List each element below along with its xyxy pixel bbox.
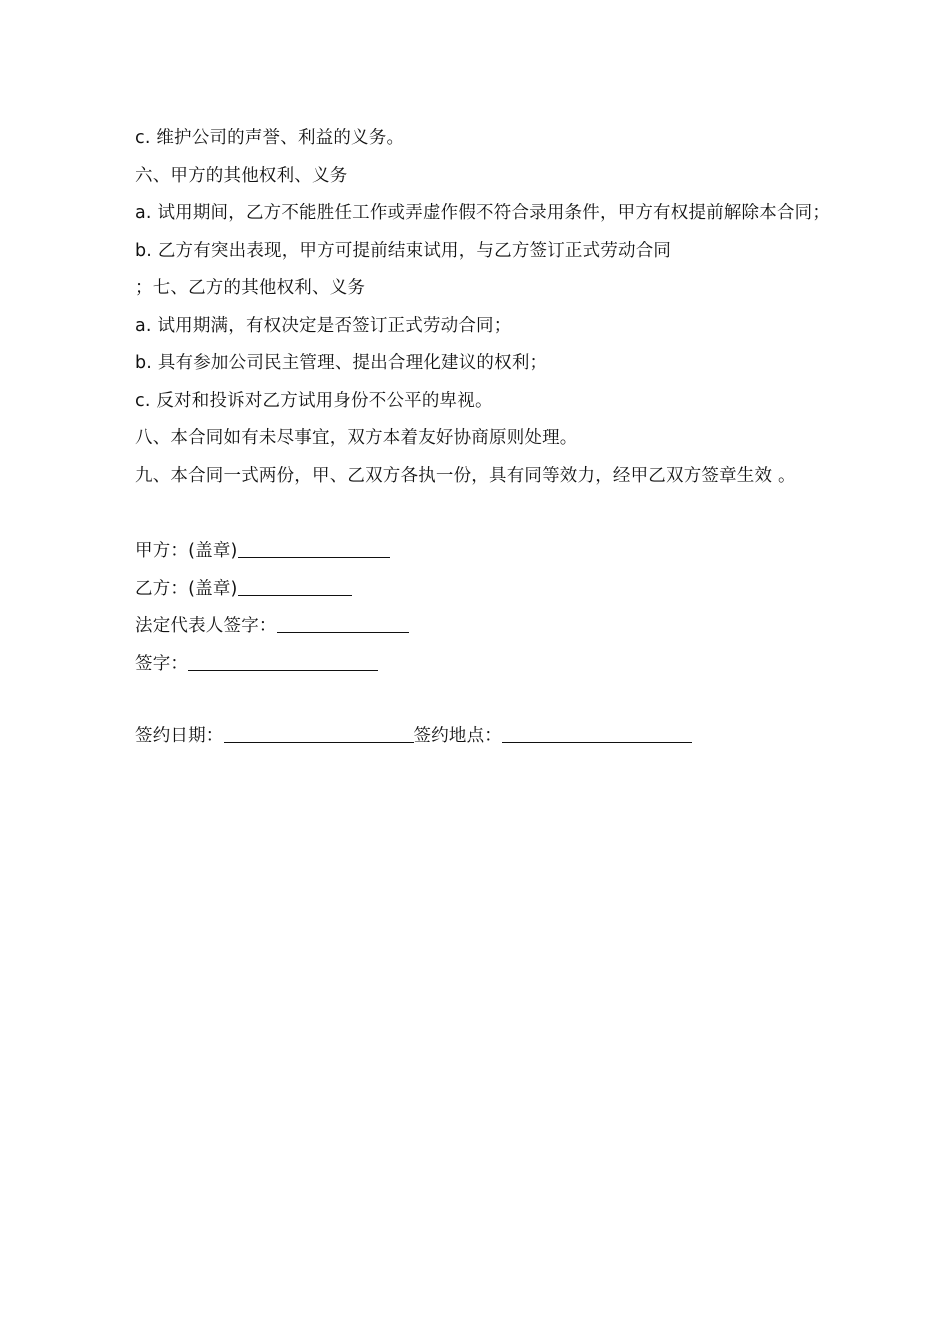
sign-blank	[188, 650, 378, 671]
section-9: 九、本合同一式两份，甲、乙双方各执一份，具有同等效力，经甲乙双方签章生效 。	[135, 465, 796, 486]
clause-6b: b. 乙方有突出表现，甲方可提前结束试用，与乙方签订正式劳动合同	[135, 240, 672, 261]
section-8: 八、本合同如有未尽事宜，双方本着友好协商原则处理。	[135, 428, 578, 448]
clause-7c: c. 反对和投诉对乙方试用身份不公平的卑视。	[135, 390, 493, 411]
sign-line	[116, 646, 846, 684]
contract-body	[116, 120, 846, 756]
place-label: 签约地点：	[413, 726, 502, 746]
party-a-label: 甲方：(盖章)	[135, 541, 238, 561]
spacer	[116, 683, 846, 718]
party-b-label: 乙方：(盖章)	[135, 578, 238, 599]
party-b-blank	[238, 575, 352, 596]
party-a-blank	[238, 537, 390, 558]
place-blank	[502, 722, 692, 743]
clause-6a: a. 试用期间，乙方不能胜任工作或弄虚作假不符合录用条件，甲方有权提前解除本合同；	[135, 203, 831, 223]
section-6-heading: 六、甲方的其他权利、义务	[135, 165, 348, 186]
clause-7b: b. 具有参加公司民主管理、提出合理化建议的权利；	[135, 353, 548, 373]
date-place-line	[116, 718, 846, 756]
section-7-heading: ；七、乙方的其他权利、义务	[135, 278, 366, 298]
legal-rep-signature	[116, 608, 846, 646]
sign-label: 签字：	[135, 653, 189, 674]
party-b-signature	[116, 571, 846, 609]
clause-7a: a. 试用期满，有权决定是否签订正式劳动合同；	[135, 315, 512, 336]
party-a-signature	[116, 533, 846, 571]
legal-rep-blank	[277, 612, 409, 633]
clause-5c: c. 维护公司的声誉、利益的义务。	[135, 128, 405, 148]
date-blank	[224, 722, 414, 743]
date-label: 签约日期：	[135, 726, 224, 746]
spacer	[116, 495, 846, 533]
legal-rep-label: 法定代表人签字：	[135, 616, 277, 636]
